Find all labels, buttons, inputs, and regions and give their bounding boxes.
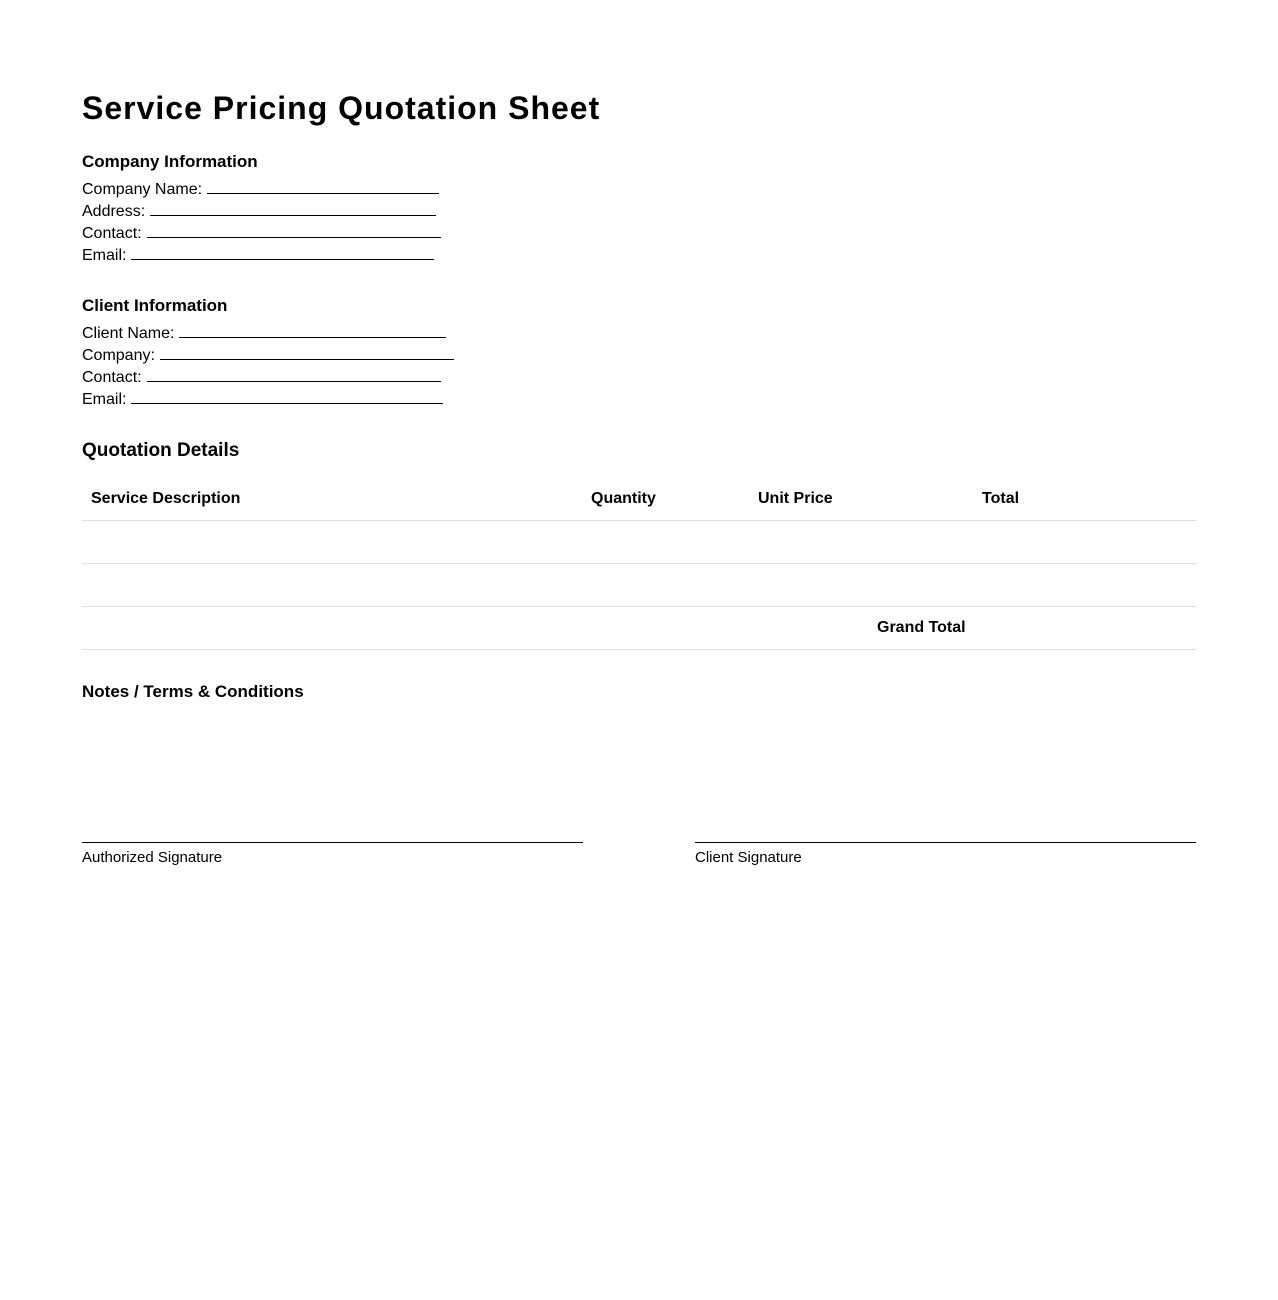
company-contact-field[interactable]: [82, 222, 441, 245]
blank-line[interactable]: [147, 222, 441, 238]
authorized-signature-block[interactable]: [82, 842, 583, 866]
field-label: Contact:: [82, 369, 142, 386]
quotation-details-heading: Quotation Details: [82, 440, 240, 461]
client-email-field[interactable]: [82, 388, 443, 411]
field-label: Contact:: [82, 225, 142, 242]
column-header-total: Total: [982, 490, 1020, 507]
blank-line[interactable]: [207, 178, 439, 194]
field-label: Email:: [82, 247, 127, 264]
table-row[interactable]: [82, 521, 1196, 564]
client-name-field[interactable]: [82, 322, 446, 345]
blank-line[interactable]: [147, 366, 441, 382]
client-signature-block[interactable]: [695, 842, 1196, 866]
page-title: Service Pricing Quotation Sheet: [82, 90, 601, 126]
field-label: Company:: [82, 347, 155, 364]
quotation-table: [82, 478, 1196, 650]
column-header-unit-price: Unit Price: [758, 490, 833, 507]
company-address-field[interactable]: [82, 200, 436, 223]
notes-heading: Notes / Terms & Conditions: [82, 682, 304, 701]
grand-total-row: [82, 607, 1196, 650]
field-label: Address:: [82, 203, 146, 220]
blank-line[interactable]: [150, 200, 436, 216]
blank-line[interactable]: [131, 244, 434, 260]
column-header-service-description: Service Description: [91, 490, 241, 507]
field-label: Company Name:: [82, 181, 203, 198]
blank-line[interactable]: [131, 388, 443, 404]
field-label: Email:: [82, 391, 127, 408]
table-row[interactable]: [82, 564, 1196, 607]
client-signature-label: Client Signature: [695, 849, 802, 866]
column-header-quantity: Quantity: [591, 490, 656, 507]
client-info-heading: Client Information: [82, 296, 228, 315]
company-info-heading: Company Information: [82, 152, 258, 171]
signature-line[interactable]: [82, 842, 583, 843]
blank-line[interactable]: [179, 322, 446, 338]
company-email-field[interactable]: [82, 244, 434, 267]
table-header-row: [82, 478, 1196, 521]
client-contact-field[interactable]: [82, 366, 441, 389]
signature-line[interactable]: [695, 842, 1196, 843]
company-name-field[interactable]: [82, 178, 439, 201]
blank-line[interactable]: [160, 344, 454, 360]
grand-total-label: Grand Total: [877, 619, 966, 636]
authorized-signature-label: Authorized Signature: [82, 849, 223, 866]
field-label: Client Name:: [82, 325, 175, 342]
client-company-field[interactable]: [82, 344, 454, 367]
